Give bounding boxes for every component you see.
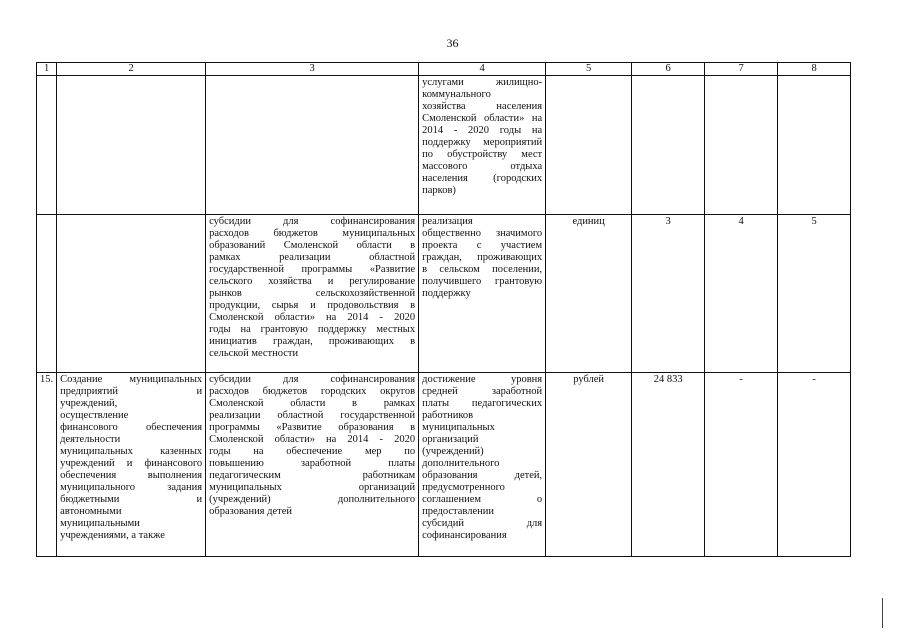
cell-text-line: граждан, проживающих bbox=[422, 252, 543, 263]
cell-text-line: обеспечения выполнения bbox=[60, 470, 203, 481]
cell-text-line: образования детей bbox=[209, 506, 293, 517]
cell-text-line: финансового обеспечения bbox=[60, 422, 203, 433]
table-row bbox=[37, 373, 851, 557]
header-cell: 4 bbox=[419, 63, 546, 76]
cell-text-line: сельского хозяйства и регулирование bbox=[209, 276, 416, 287]
value-2016-cell: - bbox=[778, 373, 851, 557]
table-row bbox=[37, 76, 851, 215]
value-2015-cell: - bbox=[705, 373, 778, 557]
cell-text-line: осуществление bbox=[60, 410, 129, 421]
cell-text-line: поддержку мероприятий bbox=[422, 137, 543, 148]
cell-text-line: Смоленской области в рамках bbox=[209, 398, 416, 409]
cell-text-line: субсидии для софинансирования bbox=[209, 216, 416, 227]
cell-text-line: реализации областной государственной bbox=[209, 410, 416, 421]
cell-text-line: Смоленской области» на 2014 - 2020 bbox=[209, 434, 416, 445]
cell-text-line: муниципальными bbox=[60, 518, 140, 529]
subsidy-cell bbox=[206, 76, 419, 215]
value-2016-cell bbox=[778, 76, 851, 215]
unit-cell: рублей bbox=[546, 373, 632, 557]
cell-text-line: субсидии для софинансирования bbox=[209, 374, 416, 385]
page-number: 36 bbox=[446, 36, 459, 50]
unit-cell bbox=[546, 76, 632, 215]
cell-text-line: рынков сельскохозяйственной bbox=[209, 288, 416, 299]
cell-text-line: хозяйства населения bbox=[422, 101, 543, 112]
cell-text-line: продукции, сырья и продовольствия в bbox=[209, 300, 416, 311]
indicator-cell bbox=[419, 76, 546, 215]
value-2014-cell: 24 833 bbox=[632, 373, 705, 557]
cell-text-line: софинансирования bbox=[422, 530, 507, 541]
header-cell: 5 bbox=[546, 63, 632, 76]
cell-text-line: предоставлении bbox=[422, 506, 494, 517]
cell-text-line: учреждений и финансового bbox=[60, 458, 203, 469]
cell-text-line: дополнительного bbox=[422, 458, 500, 469]
row-number-cell bbox=[37, 76, 57, 215]
cell-text-line: организаций bbox=[422, 434, 479, 445]
row-number-cell bbox=[37, 215, 57, 373]
indicator-cell bbox=[419, 215, 546, 373]
cell-text-line: в сельском поселении, bbox=[422, 264, 543, 275]
cell-text-line: муниципальных bbox=[422, 422, 495, 433]
cell-text-line: педагогическим работникам bbox=[209, 470, 416, 481]
cell-text-line: годы на обеспечение мер по bbox=[209, 446, 416, 457]
measure-name-cell bbox=[57, 215, 206, 373]
cell-text-line: предприятий и bbox=[60, 386, 203, 397]
cell-text-line: Создание муниципальных bbox=[60, 374, 203, 385]
header-cell: 8 bbox=[778, 63, 851, 76]
cell-text-line: (учреждений) bbox=[422, 446, 484, 457]
cell-text-line: учреждениями, а также bbox=[60, 530, 165, 541]
value-2014-cell bbox=[632, 76, 705, 215]
cell-text-line: населения (городских bbox=[422, 173, 543, 184]
document-table bbox=[36, 62, 851, 557]
cell-text-line: государственной программы «Развитие bbox=[209, 264, 416, 275]
cell-text-line: инициатив граждан, проживающих в bbox=[209, 336, 416, 347]
cell-text-line: субсидий для bbox=[422, 518, 543, 529]
cell-text-line: образований Смоленской области в bbox=[209, 240, 416, 251]
cell-text-line: (учреждений) дополнительного bbox=[209, 494, 416, 505]
cell-text-line: массового отдыха bbox=[422, 161, 543, 172]
header-cell: 6 bbox=[632, 63, 705, 76]
scan-edge-mark bbox=[882, 598, 883, 628]
cell-text-line: получившего грантовую bbox=[422, 276, 543, 287]
cell-text-line: повышению заработной платы bbox=[209, 458, 416, 469]
value-2016-cell: 5 bbox=[778, 215, 851, 373]
cell-text-line: учреждений, bbox=[60, 398, 118, 409]
cell-text-line: автономными bbox=[60, 506, 122, 517]
table-row bbox=[37, 215, 851, 373]
cell-text-line: проекта с участием bbox=[422, 240, 543, 251]
cell-text-line: деятельности bbox=[60, 434, 121, 445]
cell-text-line: соглашением о bbox=[422, 494, 543, 505]
header-cell: 1 bbox=[37, 63, 57, 76]
cell-text-line: реализация bbox=[422, 216, 473, 227]
measure-name-cell bbox=[57, 76, 206, 215]
cell-text-line: рамках реализации областной bbox=[209, 252, 416, 263]
subsidy-cell bbox=[206, 215, 419, 373]
header-cell: 2 bbox=[57, 63, 206, 76]
measure-name-cell bbox=[57, 373, 206, 557]
cell-text-line: парков) bbox=[422, 185, 456, 196]
cell-text-line: достижение уровня bbox=[422, 374, 543, 385]
cell-text-line: работников bbox=[422, 410, 474, 421]
cell-text-line: муниципальных казенных bbox=[60, 446, 203, 457]
row-number-cell: 15. bbox=[37, 373, 57, 557]
cell-text-line: услугами жилищно- bbox=[422, 77, 543, 88]
cell-text-line: общественно значимого bbox=[422, 228, 543, 239]
cell-text-line: по обустройству мест bbox=[422, 149, 543, 160]
cell-text-line: годы на грантовую поддержку местных bbox=[209, 324, 416, 335]
table-header-row bbox=[37, 63, 851, 76]
cell-text-line: сельской местности bbox=[209, 348, 299, 359]
cell-text-line: муниципального задания bbox=[60, 482, 203, 493]
value-2015-cell bbox=[705, 76, 778, 215]
cell-text-line: расходов бюджетов городских округов bbox=[209, 386, 416, 397]
cell-text-line: Смоленской области» на 2014 - 2020 bbox=[209, 312, 416, 323]
cell-text-line: образования детей, bbox=[422, 470, 543, 481]
value-2014-cell: 3 bbox=[632, 215, 705, 373]
cell-text-line: Смоленской области» на bbox=[422, 113, 543, 124]
value-2015-cell: 4 bbox=[705, 215, 778, 373]
cell-text-line: программы «Развитие образования в bbox=[209, 422, 416, 433]
header-cell: 7 bbox=[705, 63, 778, 76]
cell-text-line: платы педагогических bbox=[422, 398, 543, 409]
unit-cell: единиц bbox=[546, 215, 632, 373]
cell-text-line: бюджетными и bbox=[60, 494, 203, 505]
cell-text-line: средней заработной bbox=[422, 386, 543, 397]
cell-text-line: муниципальных организаций bbox=[209, 482, 416, 493]
subsidy-cell bbox=[206, 373, 419, 557]
cell-text-line: поддержку bbox=[422, 288, 471, 299]
cell-text-line: коммунального bbox=[422, 89, 491, 100]
cell-text-line: расходов бюджетов муниципальных bbox=[209, 228, 416, 239]
cell-text-line: 2014 - 2020 годы на bbox=[422, 125, 543, 136]
indicator-cell bbox=[419, 373, 546, 557]
cell-text-line: предусмотренного bbox=[422, 482, 505, 493]
header-cell: 3 bbox=[206, 63, 419, 76]
